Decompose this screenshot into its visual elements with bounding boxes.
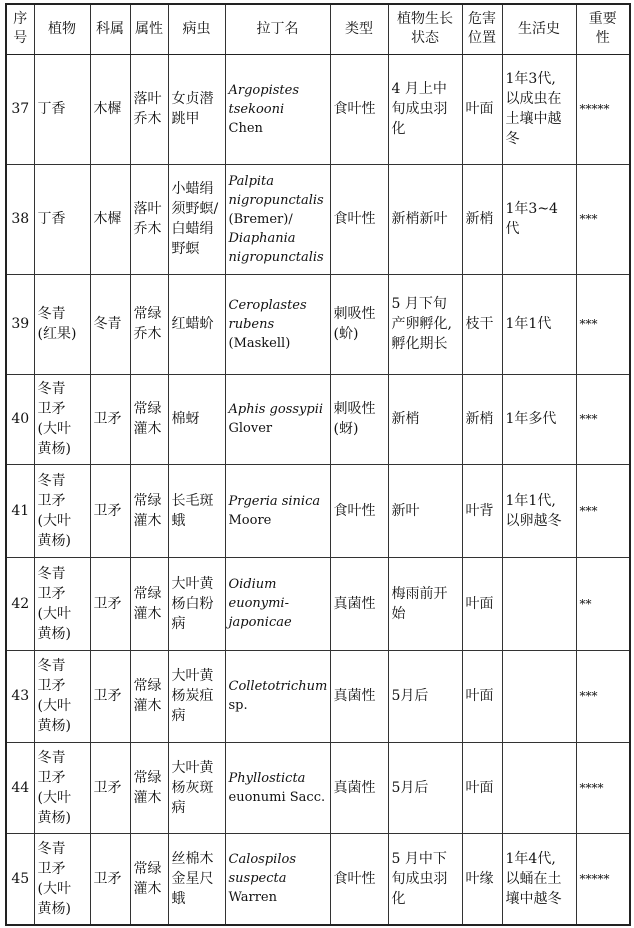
cell-type: 食叶性 xyxy=(330,54,388,164)
cell-pest: 大叶黄 杨炭疽 病 xyxy=(168,650,225,742)
cell-importance: ***** xyxy=(576,54,630,164)
latin-author: euonumi Sacc. xyxy=(228,789,326,805)
table-row xyxy=(6,464,630,557)
cell-importance: *** xyxy=(576,464,630,557)
cell-type: 真菌性 xyxy=(330,650,388,742)
cell-pest: 大叶黄 杨灰斑 病 xyxy=(168,742,225,833)
cell-site: 叶面 xyxy=(462,650,502,742)
latin-author: Chen xyxy=(228,120,263,136)
cell-latin xyxy=(225,833,330,925)
table-row xyxy=(6,164,630,274)
header-stage: 植物生长 状态 xyxy=(388,4,462,54)
cell-nature: 常绿 灌木 xyxy=(130,374,168,464)
header-no: 序 号 xyxy=(6,4,34,54)
cell-nature: 落叶 乔木 xyxy=(130,164,168,274)
table-row xyxy=(6,742,630,833)
cell-pest: 女贞潜 跳甲 xyxy=(168,54,225,164)
cell-family: 卫矛 xyxy=(90,833,130,925)
cell-plant: 冬青 卫矛 (大叶 黄杨) xyxy=(34,557,90,650)
cell-stage: 5月后 xyxy=(388,742,462,833)
cell-type: 食叶性 xyxy=(330,833,388,925)
cell-family: 卫矛 xyxy=(90,742,130,833)
header-site: 危害 位置 xyxy=(462,4,502,54)
cell-plant: 冬青 卫矛 (大叶 黄杨) xyxy=(34,650,90,742)
cell-no: 45 xyxy=(6,833,34,925)
header-pest: 病虫 xyxy=(168,4,225,54)
cell-life: 1年多代 xyxy=(502,374,576,464)
cell-life: 1年1代 xyxy=(502,274,576,374)
table-row xyxy=(6,54,630,164)
cell-importance: ** xyxy=(576,557,630,650)
latin-italic: Colletotrichum xyxy=(228,679,328,694)
cell-site: 新梢 xyxy=(462,164,502,274)
cell-type: 食叶性 xyxy=(330,164,388,274)
cell-no: 40 xyxy=(6,374,34,464)
table-row xyxy=(6,557,630,650)
cell-plant: 丁香 xyxy=(34,164,90,274)
cell-nature: 落叶 乔木 xyxy=(130,54,168,164)
latin-author: Moore xyxy=(228,512,272,528)
latin-italic: Palpita nigropunctalis xyxy=(228,173,324,208)
cell-site: 叶面 xyxy=(462,557,502,650)
latin-italic: Aphis gossypii xyxy=(228,402,324,417)
cell-family: 冬青 xyxy=(90,274,130,374)
cell-no: 39 xyxy=(6,274,34,374)
table-row xyxy=(6,650,630,742)
latin-author: Warren xyxy=(228,890,277,906)
latin-italic: Argopistes tsekooni xyxy=(228,82,299,117)
latin-author: (Bremer)/ xyxy=(228,211,293,227)
cell-plant: 丁香 xyxy=(34,54,90,164)
cell-no: 41 xyxy=(6,464,34,557)
cell-importance: *** xyxy=(576,374,630,464)
cell-nature: 常绿 灌木 xyxy=(130,464,168,557)
cell-pest: 棉蚜 xyxy=(168,374,225,464)
cell-stage: 5月后 xyxy=(388,650,462,742)
cell-importance: *** xyxy=(576,164,630,274)
cell-stage: 新梢 xyxy=(388,374,462,464)
cell-family: 卫矛 xyxy=(90,464,130,557)
cell-no: 43 xyxy=(6,650,34,742)
cell-latin xyxy=(225,274,330,374)
table-body xyxy=(6,54,630,925)
cell-latin xyxy=(225,464,330,557)
latin-italic: Ceroplastes rubens xyxy=(228,297,307,332)
cell-pest: 红蜡蚧 xyxy=(168,274,225,374)
header-type: 类型 xyxy=(330,4,388,54)
cell-importance: ***** xyxy=(576,833,630,925)
cell-plant: 冬青 卫矛 (大叶 黄杨) xyxy=(34,374,90,464)
cell-importance: **** xyxy=(576,742,630,833)
cell-stage: 梅雨前开 始 xyxy=(388,557,462,650)
cell-stage: 新梢新叶 xyxy=(388,164,462,274)
header-importance: 重要 性 xyxy=(576,4,630,54)
cell-type: 真菌性 xyxy=(330,742,388,833)
cell-type: 刺吸性 (蚧) xyxy=(330,274,388,374)
cell-family: 卫矛 xyxy=(90,557,130,650)
cell-pest: 丝棉木 金星尺 蛾 xyxy=(168,833,225,925)
cell-site: 叶背 xyxy=(462,464,502,557)
cell-life xyxy=(502,650,576,742)
header-plant: 植物 xyxy=(34,4,90,54)
cell-family: 卫矛 xyxy=(90,650,130,742)
cell-plant: 冬青 卫矛 (大叶 黄杨) xyxy=(34,742,90,833)
cell-pest: 小蜡绢 须野螟/ 白蜡绢 野螟 xyxy=(168,164,225,274)
cell-pest: 大叶黄 杨白粉 病 xyxy=(168,557,225,650)
header-latin: 拉丁名 xyxy=(225,4,330,54)
cell-life: 1年3~4 代 xyxy=(502,164,576,274)
table-row xyxy=(6,374,630,464)
cell-site: 叶面 xyxy=(462,742,502,833)
cell-latin xyxy=(225,54,330,164)
cell-stage: 4 月上中 旬成虫羽 化 xyxy=(388,54,462,164)
table-row xyxy=(6,274,630,374)
cell-nature: 常绿 灌木 xyxy=(130,742,168,833)
cell-importance: *** xyxy=(576,650,630,742)
latin-italic-2: Diaphania nigropunctalis xyxy=(228,230,324,265)
cell-latin xyxy=(225,164,330,274)
cell-family: 木樨 xyxy=(90,164,130,274)
cell-pest: 长毛斑 蛾 xyxy=(168,464,225,557)
cell-type: 刺吸性 (蚜) xyxy=(330,374,388,464)
cell-life xyxy=(502,557,576,650)
cell-type: 真菌性 xyxy=(330,557,388,650)
pest-table xyxy=(5,3,631,926)
cell-stage: 新叶 xyxy=(388,464,462,557)
latin-author: (Maskell) xyxy=(228,335,291,351)
table-row xyxy=(6,833,630,925)
cell-plant: 冬青 (红果) xyxy=(34,274,90,374)
cell-life: 1年3代, 以成虫在 土壤中越 冬 xyxy=(502,54,576,164)
header-row xyxy=(6,4,630,54)
latin-author: sp. xyxy=(228,698,248,713)
cell-family: 卫矛 xyxy=(90,374,130,464)
cell-nature: 常绿 灌木 xyxy=(130,650,168,742)
cell-latin xyxy=(225,557,330,650)
cell-site: 枝干 xyxy=(462,274,502,374)
cell-latin xyxy=(225,742,330,833)
cell-no: 42 xyxy=(6,557,34,650)
cell-latin xyxy=(225,650,330,742)
cell-nature: 常绿 灌木 xyxy=(130,833,168,925)
cell-no: 38 xyxy=(6,164,34,274)
latin-italic: Prgeria sinica xyxy=(228,493,321,509)
cell-stage: 5 月下旬 产卵孵化, 孵化期长 xyxy=(388,274,462,374)
cell-stage: 5 月中下 旬成虫羽 化 xyxy=(388,833,462,925)
cell-life xyxy=(502,742,576,833)
cell-site: 新梢 xyxy=(462,374,502,464)
cell-nature: 常绿 灌木 xyxy=(130,557,168,650)
header-life: 生活史 xyxy=(502,4,576,54)
cell-no: 37 xyxy=(6,54,34,164)
cell-site: 叶缘 xyxy=(462,833,502,925)
cell-site: 叶面 xyxy=(462,54,502,164)
latin-italic: Phyllosticta xyxy=(228,770,306,786)
header-family: 科属 xyxy=(90,4,130,54)
header-nature: 属性 xyxy=(130,4,168,54)
latin-author: Glover xyxy=(228,421,273,436)
cell-family: 木樨 xyxy=(90,54,130,164)
cell-plant: 冬青 卫矛 (大叶 黄杨) xyxy=(34,464,90,557)
cell-life: 1年1代, 以卵越冬 xyxy=(502,464,576,557)
cell-importance: *** xyxy=(576,274,630,374)
latin-italic: Oidium euonymi- japonicae xyxy=(228,577,292,630)
cell-plant: 冬青 卫矛 (大叶 黄杨) xyxy=(34,833,90,925)
cell-life: 1年4代, 以蛹在土 壤中越冬 xyxy=(502,833,576,925)
latin-italic: Calospilos suspecta xyxy=(228,852,296,887)
cell-latin xyxy=(225,374,330,464)
cell-no: 44 xyxy=(6,742,34,833)
cell-nature: 常绿 乔木 xyxy=(130,274,168,374)
cell-type: 食叶性 xyxy=(330,464,388,557)
